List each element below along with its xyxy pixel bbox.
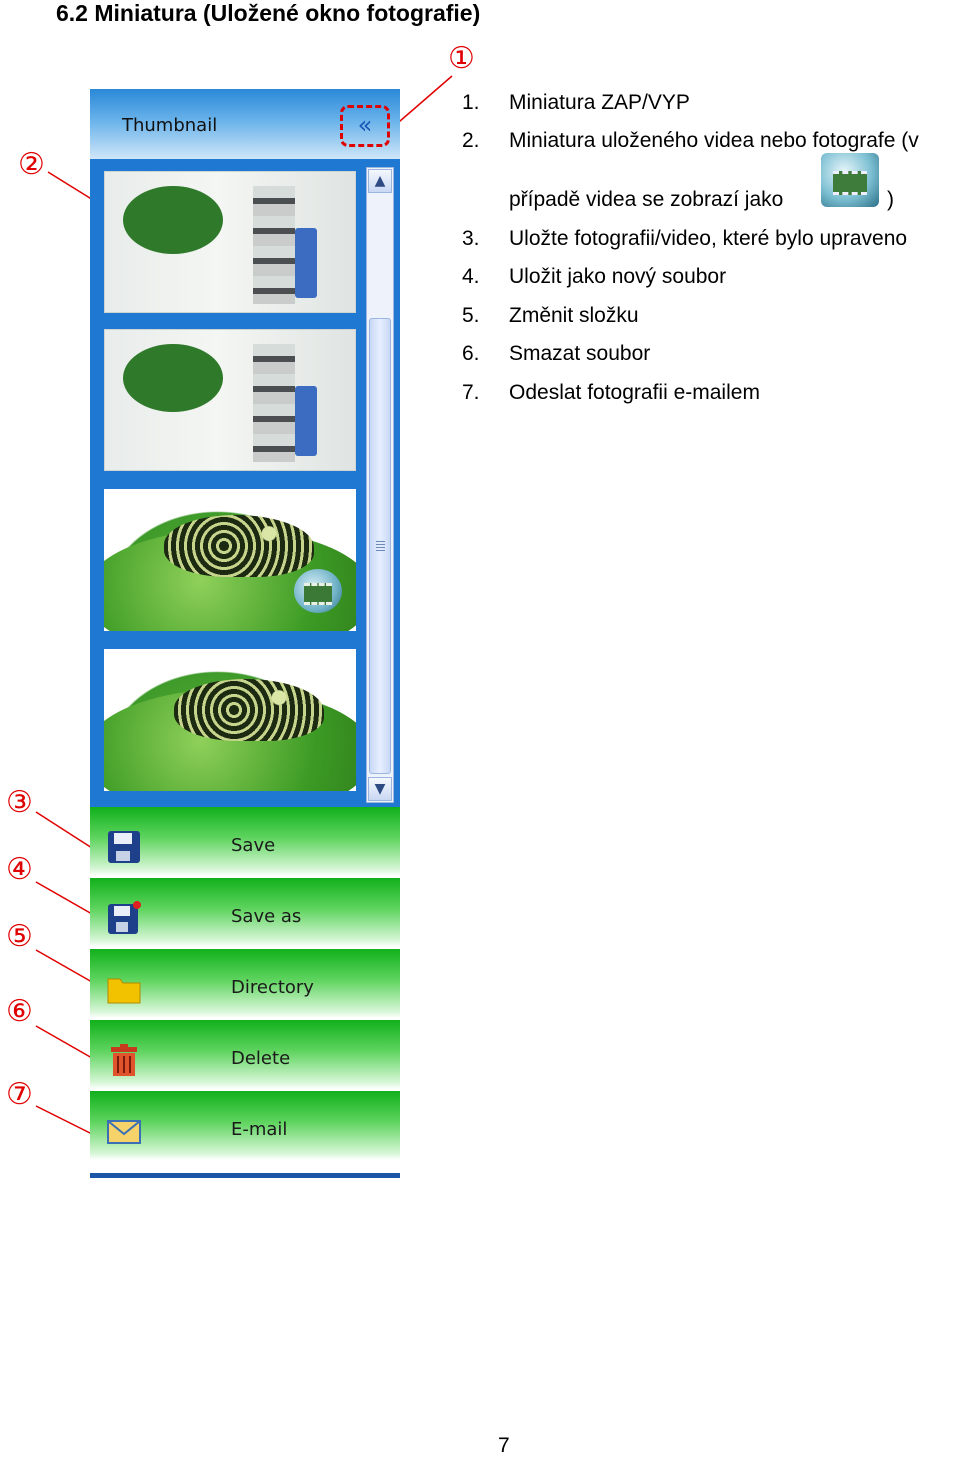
lumens-logo-icon [295,228,317,298]
thumbnail-video[interactable] [104,489,356,631]
document-photo-strip [253,186,295,304]
delete-button[interactable] [90,1020,400,1089]
list-number: 2. [462,129,480,152]
list-text-continued: případě videa se zobrazí jako [509,188,784,211]
callout-2: ② [18,147,45,182]
list-number: 5. [462,304,480,327]
lumens-logo-icon [295,386,317,456]
floppy-disk-icon [106,829,142,865]
list-text: Miniatura ZAP/VYP [509,91,690,114]
email-button[interactable] [90,1091,400,1160]
thumbnail-list [90,159,400,807]
list-number: 4. [462,265,480,288]
save-as-button[interactable] [90,878,400,947]
trash-icon [106,1042,142,1078]
list-text: Smazat soubor [509,342,651,365]
leader-line-5 [36,950,92,982]
envelope-icon [106,1113,142,1149]
video-badge-icon [294,569,342,613]
callout-1: ① [448,41,475,76]
folder-icon [106,971,142,1007]
list-number: 6. [462,342,480,365]
thumbnail-header-label: Thumbnail [122,115,218,136]
page-title: 6.2 Miniatura (Uložené okno fotografie) [56,0,481,26]
callout-3: ③ [6,785,33,820]
thumbnail-document-2[interactable] [104,329,356,471]
email-label: E-mail [231,1119,288,1140]
thumbnail-photo[interactable] [104,649,356,791]
leader-line-7 [36,1106,92,1134]
document-photo-strip [253,344,295,462]
callout-4: ④ [6,852,33,887]
thumbnail-panel [90,89,400,1178]
video-thumbnail-icon [821,153,879,207]
directory-label: Directory [231,977,314,998]
floppy-disk-new-icon [106,900,142,936]
page-number: 7 [498,1434,510,1457]
save-button[interactable] [90,807,400,876]
frog-image [164,515,314,577]
leader-line-1 [392,76,452,128]
list-text: Uložte fotografii/video, které bylo upraveno [509,227,908,250]
list-number: 7. [462,381,480,404]
thumbnail-document-1[interactable] [104,171,356,313]
list-number: 1. [462,91,480,114]
action-list [90,807,400,1173]
callout-6: ⑥ [6,994,33,1029]
scrollbar-thumb[interactable] [369,318,391,774]
leader-line-4 [36,882,92,914]
lily-pad-image [123,186,223,254]
frog-image [174,679,324,741]
thumbnail-scrollbar[interactable] [366,167,394,803]
grip-icon [376,541,385,551]
lily-pad-image [123,344,223,412]
list-text: Odeslat fotografii e-mailem [509,381,760,404]
save-as-label: Save as [231,906,302,927]
list-text-closing: ) [887,188,894,211]
scroll-up-button[interactable]: ▲ [368,169,392,193]
list-text: Uložit jako nový soubor [509,265,727,288]
save-label: Save [231,835,276,856]
callout-5: ⑤ [6,919,33,954]
scroll-down-button[interactable]: ▼ [368,777,392,801]
thumbnail-header [90,89,400,159]
list-text: Změnit složku [509,304,639,327]
list-text: Miniatura uloženého videa nebo fotografe (v [509,129,919,152]
callout-7: ⑦ [6,1077,33,1112]
leader-line-3 [36,812,92,848]
leader-line-6 [36,1026,92,1058]
delete-label: Delete [231,1048,291,1069]
directory-button[interactable] [90,949,400,1018]
list-number: 3. [462,227,480,250]
panel-bottom-border [90,1173,400,1178]
thumbnail-toggle-button[interactable]: « [340,105,390,147]
